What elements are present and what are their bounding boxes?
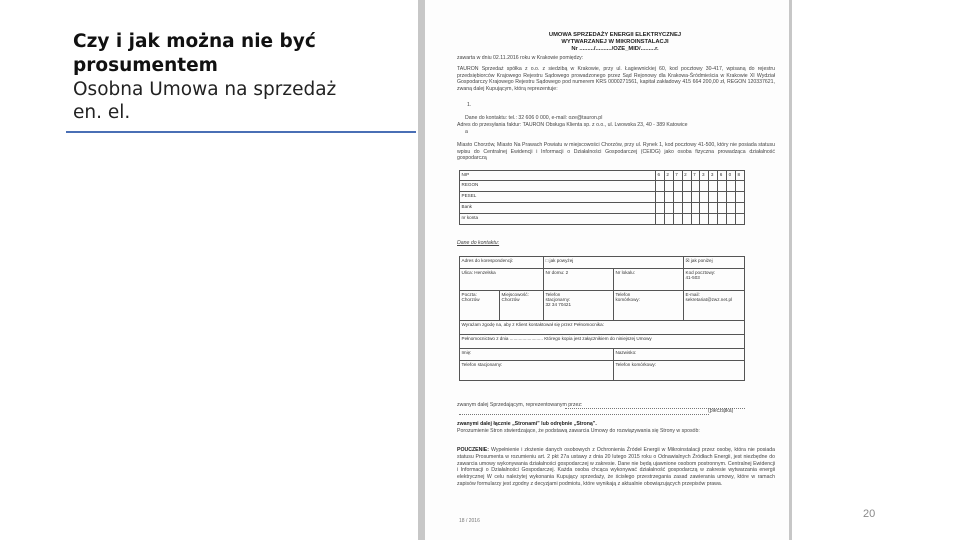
regon-label: REGON	[460, 181, 656, 192]
notice-title: POUCZENIE:	[457, 447, 489, 453]
contract-seller-rep: 1.	[467, 102, 472, 108]
nip-digit: 8	[736, 171, 745, 181]
stamp-hint: (pieczątka)	[708, 408, 734, 414]
email-cell: E-mail: sekretariat@zwz.net.pl	[684, 291, 745, 321]
nip-digit: 3	[700, 171, 709, 181]
nip-digit: 6	[656, 171, 665, 181]
slide-title	[73, 30, 413, 124]
nip-digit: 3	[709, 171, 718, 181]
document-footer-code: 18 / 2016	[459, 518, 480, 524]
proxy-mobile: Telefon komórkowy:	[614, 361, 745, 381]
seller-representative-line: zwanym dalej Sprzedającym, reprezentowanym przez:	[457, 402, 583, 408]
nip-digit: 0	[727, 171, 736, 181]
slide-title-subtitle: Osobna Umowa na sprzedaż en. el.	[73, 79, 337, 123]
proxy-date-row: Pełnomocnictwo z dnia .......................... Którego kopia jest załącznikiem do niniejszej Umowy	[460, 335, 745, 349]
proxy-consent-row: Wyrażam zgodę na, aby z Klient kontaktował się przez Pełnomocnika:	[460, 321, 745, 335]
identifiers-table	[459, 170, 745, 225]
nip-digit: 2	[682, 171, 691, 181]
post-office-cell: Poczta: Chorzów	[460, 291, 500, 321]
notice-text: Wypełnienie i złożenie danych osobowych z Ochronienia Źródeł Energii w Mikroinstalacji przez osobę, która nie posiada statusu Prosumenta w rozumieniu art. 2 pkt 27a ustawy z dnia 20 lutego 2015 roku o Odnawialnych Źródłach Energii, jest niezbędne do zawarcia umowy wykonywania działalności gospodarczej w zakresie. Dane nie będą ujawnione osobom postronnym. Centralnej Ewidencji i Informacji o Działalności Gospodarczej. Każda osoba chcąca wykonywać działalność gospodarczą w zakresie wytwarzania energii elektrycznej W celu należytej wykonania Kupujący sprzedaży, że ścisłego przestrzegania zasad zawierania umowy, które w ramach zapisów formularzy jest zgodny z decyzjami podmiotu, które wynikają z aktualnie obowiązujących przepisów prawa.	[457, 447, 775, 487]
correspondence-label: Adres do korespondencji:	[460, 257, 544, 269]
contract-contact-line: Dane do kontaktu: tel.: 32 606 0 000, e-mail: oze@tauron.pl	[465, 115, 603, 121]
nip-digit: 6	[718, 171, 727, 181]
account-label: nr konta	[460, 214, 656, 225]
parties-definition	[457, 421, 775, 428]
parties-agreement: Porozumienie Stron stwierdzające, że podstawą zawarcia Umowy do rozwiązywania się Strony w sposób:	[457, 428, 700, 434]
proxy-first-name: Imię:	[460, 349, 614, 361]
as-below-option: ☒ jak poniżej	[684, 257, 745, 269]
dotted-line	[459, 414, 709, 415]
house-number-cell: Nr domu: 2	[544, 269, 614, 291]
city-cell: Miejscowość: Chorzów	[500, 291, 544, 321]
landline-cell: Telefon stacjonarny: 32 34 70421	[544, 291, 614, 321]
contact-heading: Dane do kontaktu:	[457, 240, 500, 246]
slide-page-number: 20	[863, 508, 876, 520]
slide-title-bold: Czy i jak można nie być prosumentem	[73, 31, 316, 76]
contract-seller-paragraph: TAURON Sprzedaż spółka z o.o. z siedzibą w Krakowie, przy ul. Łagiewnickiej 60, kod pocztowy 30-417, wpisaną do rejestru przedsiębiorców Krajowego Rejestru Sądowego prowadzonego przez Sąd Rejonowy dla Krakowa-Śródmieścia w Krakowie XI Wydział Gospodarczy Krajowego Rejestru Sądowego pod numerem KRS 0000271561, kapitał zakładowy 415 664 200,00 zł, REGON 120337621, zwaną dalej Kupującym, którą reprezentuje:	[457, 66, 775, 92]
nip-label: NIP	[460, 171, 656, 181]
contract-postal-a: a	[465, 129, 468, 135]
nip-digit: 7	[691, 171, 700, 181]
address-table	[459, 256, 745, 381]
scanned-contract-page	[425, 0, 789, 540]
pesel-label: PESEL	[460, 192, 656, 203]
flat-number-cell: Nr lokalu:	[614, 269, 684, 291]
bank-label: Bank	[460, 203, 656, 214]
contract-postal-line: Adres do przesyłania faktur: TAURON Obsługa Klienta sp. z o.o., ul. Lwowska 23, 40 - 389 Katowice	[457, 122, 688, 128]
title-underline	[66, 131, 416, 133]
contract-header: UMOWA SPRZEDAŻY ENERGII ELEKTRYCZNEJ WYTWARZANEJ W MIKROINSTALACJI Nr ........./........../OZE_MID/.........r.	[548, 32, 682, 52]
contract-concluded-line: zawarta w dniu 02.11.2016 roku w Krakowie pomiędzy:	[457, 55, 584, 61]
nip-digit: 7	[673, 171, 682, 181]
contract-buyer-paragraph: Miasto Chorzów, Miasto Na Prawach Powiatu w miejscowości Chorzów, przy ul. Rynek 1, kod pocztowy 41-500, który nie posiada statusu wpisu do Centralnej Ewidencji i Informacji o Działalności Gospodarczej (CEIDG) jako osoba fizyczna prowadząca działalność gospodarczą	[457, 142, 775, 162]
proxy-landline: Telefon stacjonarny:	[460, 361, 614, 381]
same-as-above-option: □ jak powyżej	[544, 257, 684, 269]
street-cell: Ulica: Henzelska	[460, 269, 544, 291]
parties-definition-text: zwanymi dalej łącznie „Stronami” lub odrębnie „Stroną”.	[457, 421, 597, 427]
notice-block	[457, 447, 775, 488]
mobile-cell: Telefon komórkowy:	[614, 291, 684, 321]
nip-digit: 2	[664, 171, 673, 181]
proxy-last-name: Nazwisko:	[614, 349, 745, 361]
postal-code-cell: Kod pocztowy: 41-503	[684, 269, 745, 291]
